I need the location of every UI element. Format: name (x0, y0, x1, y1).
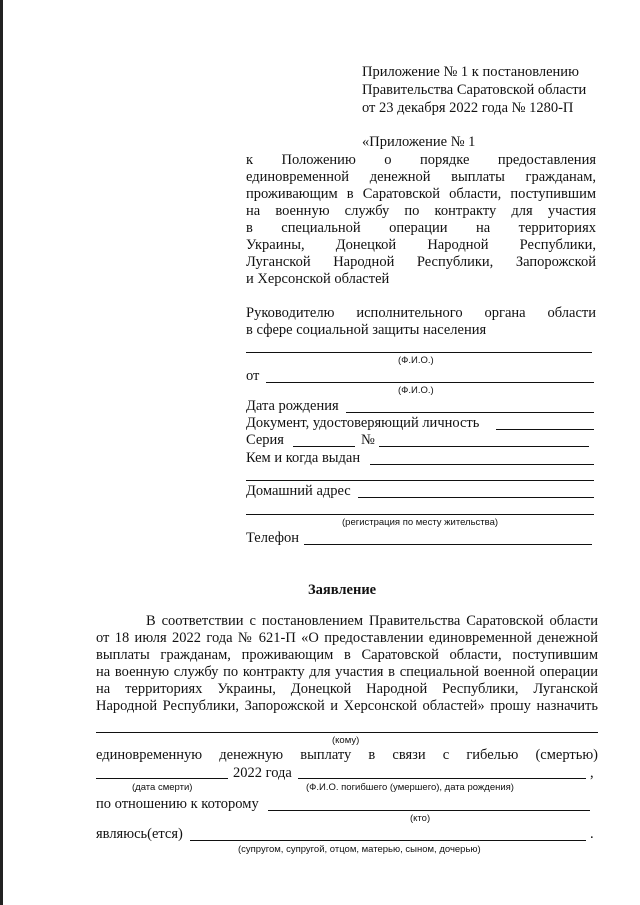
page-edge (0, 0, 3, 905)
death-date-caption: (дата смерти) (132, 782, 193, 793)
statement-line: выплаты гражданам, проживающим в Саратовской области, поступившим (96, 647, 598, 663)
annex-line: на военную службу по контракту для участия (246, 203, 596, 219)
from-label: от (246, 368, 260, 384)
from-fio-caption: (Ф.И.О.) (398, 385, 434, 396)
header-line-2: Правительства Саратовской области (362, 82, 587, 98)
id-document-field[interactable] (496, 429, 594, 430)
address-caption: (регистрация по месту жительства) (342, 517, 499, 528)
recipient-field[interactable] (96, 732, 598, 733)
addressee-fio-field[interactable] (246, 352, 592, 353)
phone-field[interactable] (304, 544, 592, 545)
number-label: № (361, 432, 375, 448)
annex-line: Луганской Народной Республики, Запорожской (246, 254, 596, 270)
birth-date-label: Дата рождения (246, 398, 339, 414)
statement-line: на территориях Украины, Донецкой Народной Республики, Луганской (96, 681, 598, 697)
statement-line: Народной Республики, Запорожской и Херсонской областей» прошу назначить (96, 698, 598, 714)
from-fio-field[interactable] (266, 382, 594, 383)
home-address-label: Домашний адрес (246, 483, 351, 499)
series-field[interactable] (293, 446, 355, 447)
relation-field[interactable] (268, 810, 590, 811)
deceased-field[interactable] (298, 778, 586, 779)
statement-line: на военную службу по контракту для участия в специальной военной операции (96, 664, 598, 680)
year-text: 2022 года (233, 765, 292, 781)
payout-line: единовременную денежную выплату в связи с гибелью (смертью) (96, 747, 598, 763)
header-line-1: Приложение № 1 к постановлению (362, 64, 579, 80)
issued-by-field[interactable] (370, 464, 594, 465)
annex-title: «Приложение № 1 (362, 134, 476, 150)
death-date-field[interactable] (96, 778, 228, 779)
who-caption: (кто) (410, 813, 431, 824)
header-line-3: от 23 декабря 2022 года № 1280-П (362, 100, 574, 116)
being-label: являюсь(ется) (96, 826, 183, 842)
phone-label: Телефон (246, 530, 299, 546)
id-document-label: Документ, удостоверяющий личность (246, 415, 480, 431)
series-label: Серия (246, 432, 284, 448)
annex-line: единовременной денежной выплаты гражданам, (246, 169, 596, 185)
statement-title: Заявление (308, 582, 377, 598)
issued-by-field-2[interactable] (246, 480, 594, 481)
annex-line: в специальной операции на территориях (246, 220, 596, 236)
addressee-line-2: в сфере социальной защиты населения (246, 322, 487, 338)
relationship-field[interactable] (190, 840, 586, 841)
relatives-caption: (супругом, супругой, отцом, матерью, сыном, дочерью) (238, 844, 481, 855)
whom-caption: (кому) (332, 735, 360, 746)
fio-caption: (Ф.И.О.) (398, 355, 434, 366)
addressee-line-1: Руководителю исполнительного органа области (246, 305, 596, 321)
home-address-field[interactable] (358, 497, 594, 498)
annex-line: и Херсонской областей (246, 271, 390, 287)
statement-line: от 18 июля 2022 года № 621-П «О предоставлении единовременной денежной (96, 630, 598, 646)
home-address-field-2[interactable] (246, 514, 594, 515)
issued-by-label: Кем и когда выдан (246, 450, 361, 466)
number-field[interactable] (379, 446, 589, 447)
deceased-caption: (Ф.И.О. погибшего (умершего), дата рождения) (306, 782, 514, 793)
statement-line: В соответствии с постановлением Правительства Саратовской области (146, 613, 598, 629)
comma: , (590, 765, 594, 781)
dot: . (590, 826, 594, 842)
annex-line: к Положению о порядке предоставления (246, 152, 596, 168)
annex-line: проживающим в Саратовской области, поступившим (246, 186, 596, 202)
birth-date-field[interactable] (346, 412, 594, 413)
annex-line: Украины, Донецкой Народной Республики, (246, 237, 596, 253)
relation-label: по отношению к которому (96, 796, 259, 812)
